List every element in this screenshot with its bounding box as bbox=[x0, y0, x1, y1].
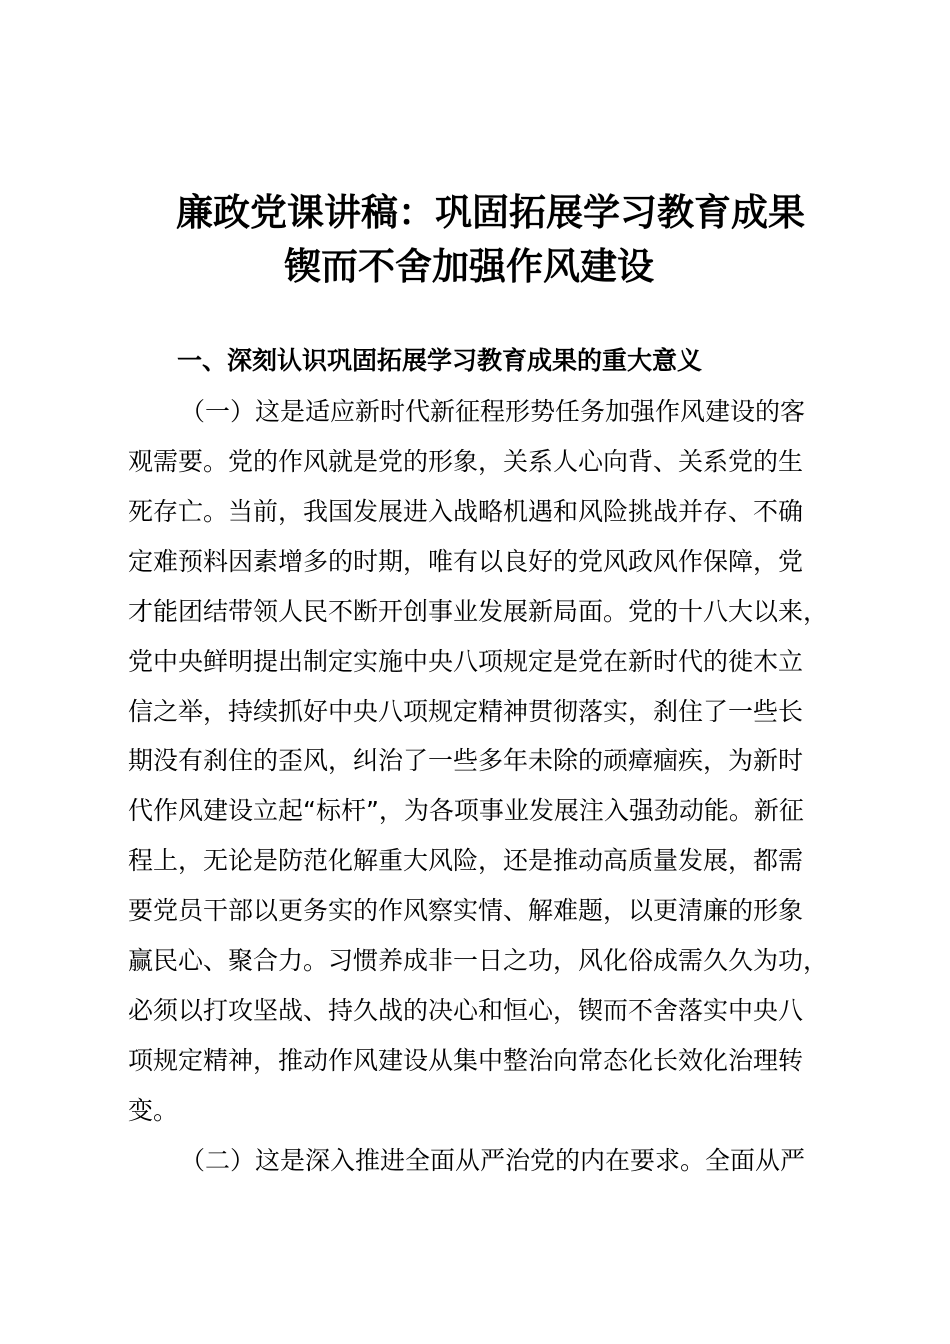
paragraph-line: 观需要。党的作风就是党的形象，关系人心向背、关系党的生 bbox=[128, 447, 804, 476]
paragraph-line: 才能团结带领人民不断开创事业发展新局面。党的十八大以来， bbox=[128, 597, 829, 626]
paragraph-line: 死存亡。当前，我国发展进入战略机遇和风险挑战并存、不确 bbox=[128, 497, 804, 526]
paragraph-line: 变。 bbox=[128, 1096, 179, 1125]
paragraph-line: 程上，无论是防范化解重大风险，还是推动高质量发展，都需 bbox=[128, 846, 804, 875]
paragraph-line: 要党员干部以更务实的作风察实情、解难题，以更清廉的形象 bbox=[128, 896, 804, 925]
paragraph-line: 代作风建设立起“标杆”，为各项事业发展注入强劲动能。新征 bbox=[128, 796, 804, 825]
section-heading: 一、深刻认识巩固拓展学习教育成果的重大意义 bbox=[177, 346, 703, 375]
paragraph-line: 必须以打攻坚战、持久战的决心和恒心，锲而不舍落实中央八 bbox=[128, 996, 804, 1025]
paragraph-line: 信之举，持续抓好中央八项规定精神贯彻落实，刹住了一些长 bbox=[128, 697, 804, 726]
paragraph-line: （一）这是适应新时代新征程形势任务加强作风建设的客 bbox=[180, 397, 806, 426]
paragraph-line: （二）这是深入推进全面从严治党的内在要求。全面从严 bbox=[180, 1146, 806, 1175]
document-title-line-2: 锲而不舍加强作风建设 bbox=[284, 244, 654, 288]
paragraph-line: 定难预料因素增多的时期，唯有以良好的党风政风作保障，党 bbox=[128, 547, 804, 576]
paragraph-line: 期没有刹住的歪风，纠治了一些多年未除的顽瘴痼疾，为新时 bbox=[128, 746, 804, 775]
paragraph-line: 项规定精神，推动作风建设从集中整治向常态化长效化治理转 bbox=[128, 1046, 804, 1075]
document-title-line-1: 廉政党课讲稿：巩固拓展学习教育成果 bbox=[176, 190, 805, 234]
paragraph-line: 赢民心、聚合力。习惯养成非一日之功，风化俗成需久久为功， bbox=[128, 946, 829, 975]
paragraph-line: 党中央鲜明提出制定实施中央八项规定是党在新时代的徙木立 bbox=[128, 647, 804, 676]
